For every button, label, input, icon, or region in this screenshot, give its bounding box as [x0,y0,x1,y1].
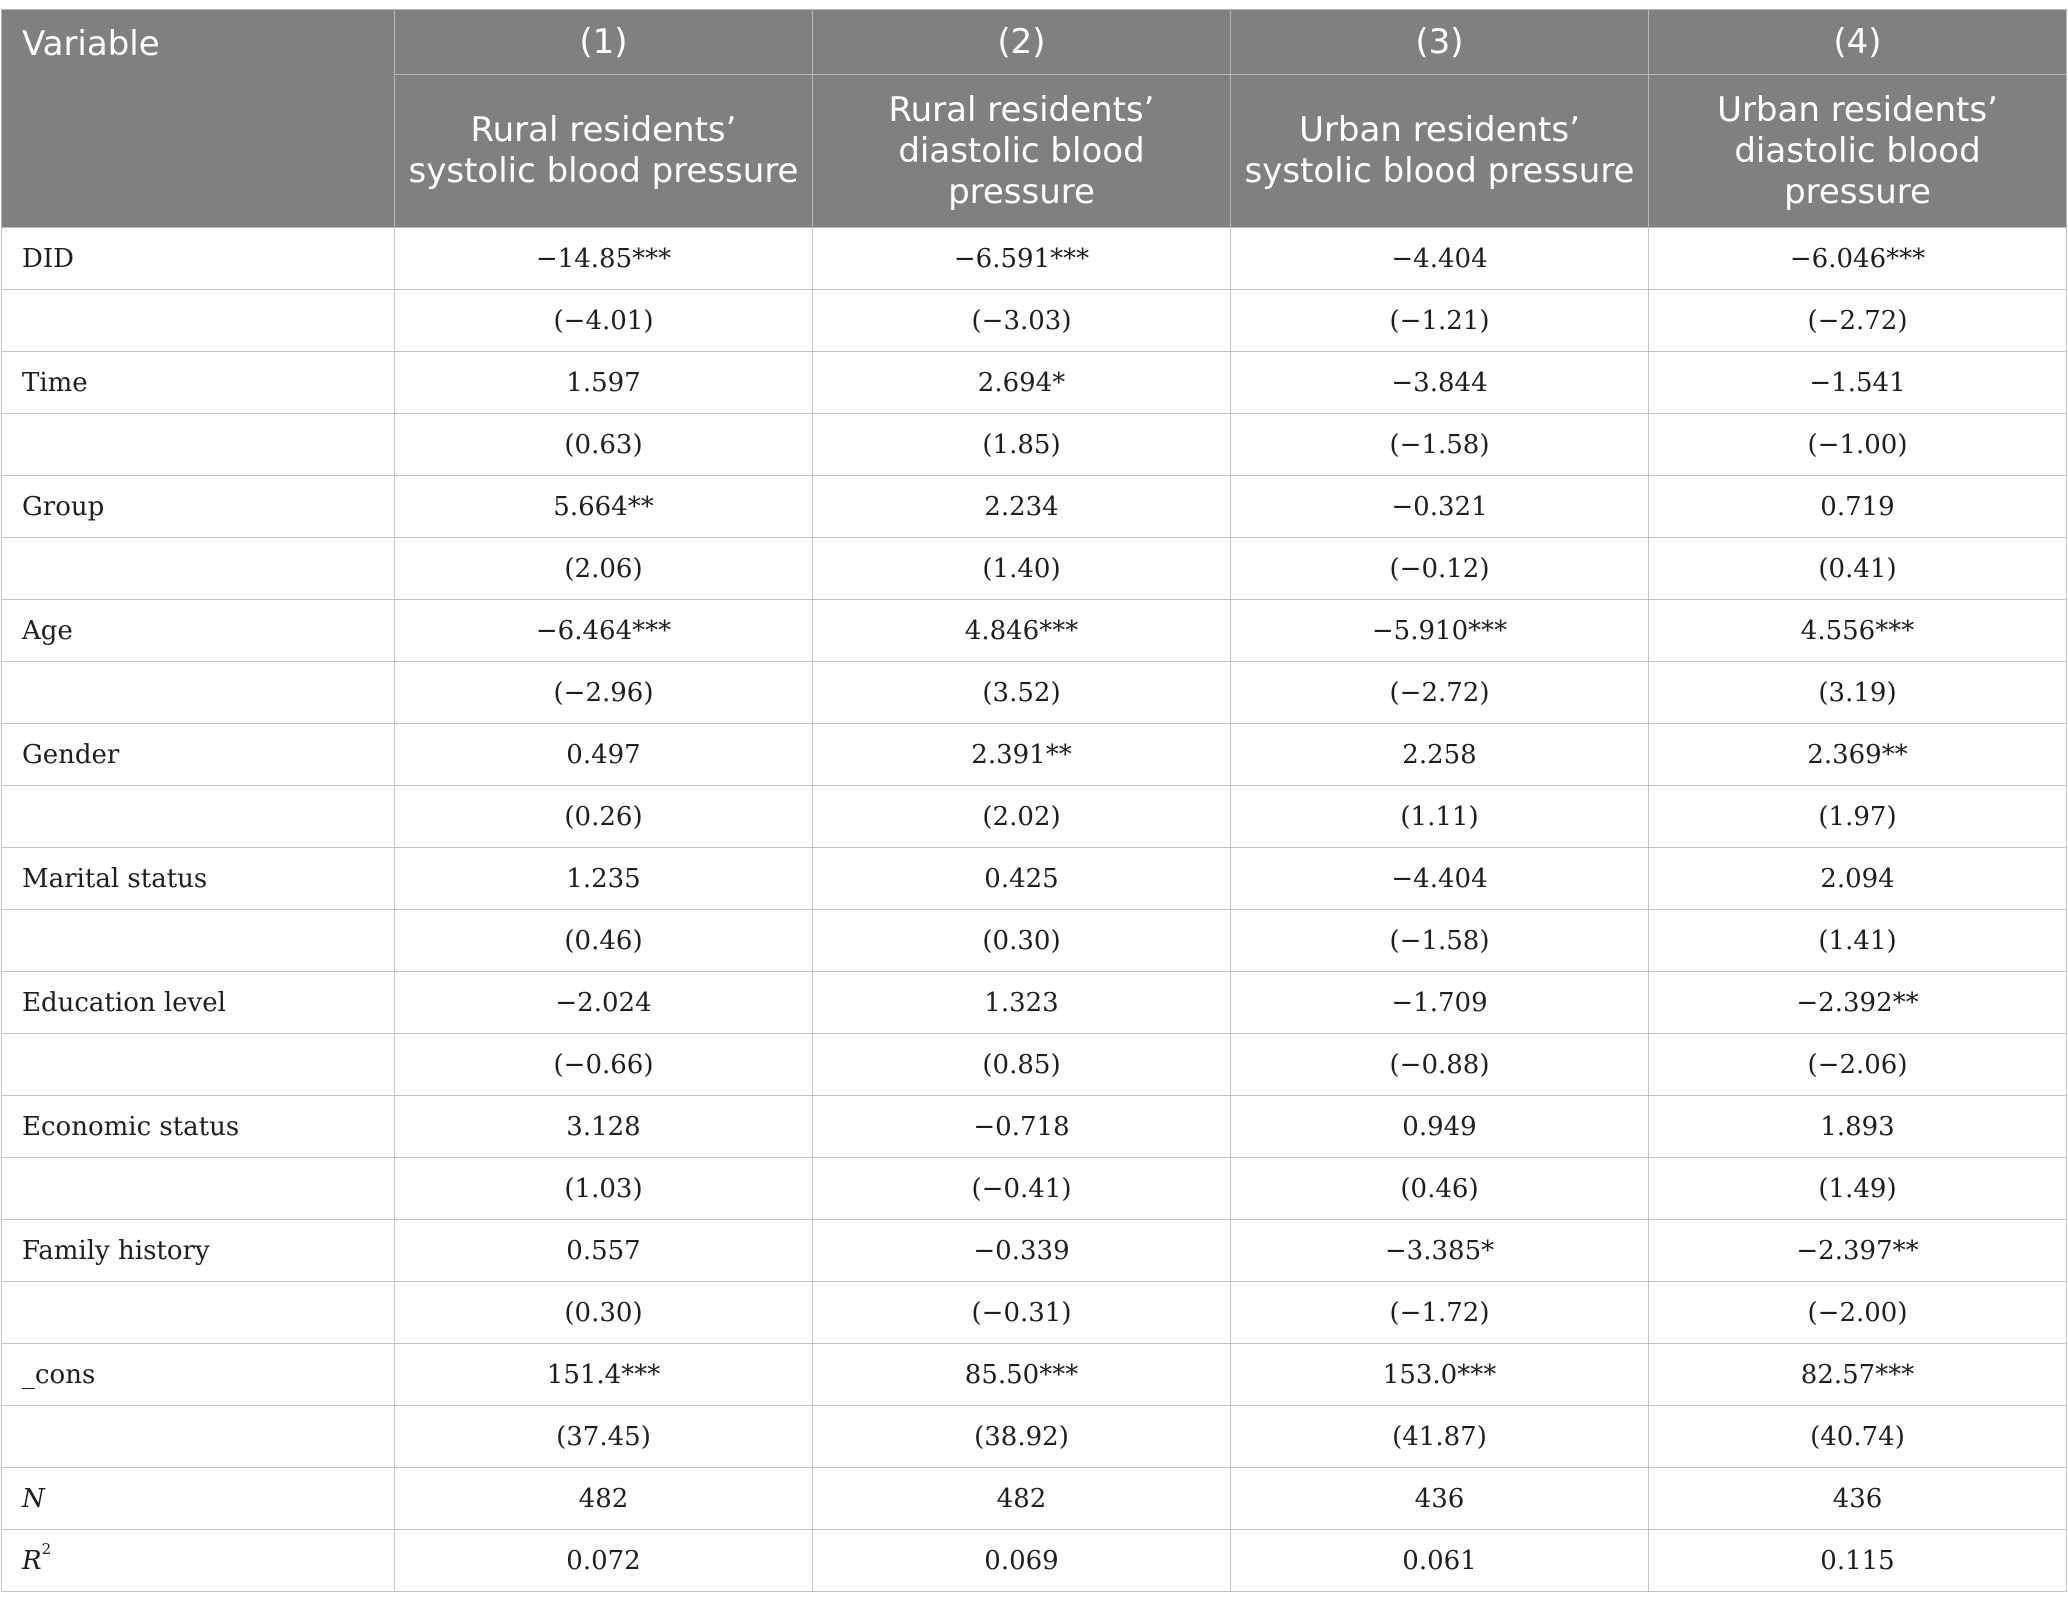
t-statistic-cell: (38.92) [813,1406,1231,1468]
t-statistic-cell: (0.63) [395,414,813,476]
stat-value-cell: 0.069 [813,1530,1231,1592]
t-statistic-cell: (−1.58) [1231,910,1649,972]
coefficient-cell: −1.541 [1649,352,2067,414]
t-statistic-cell: (−1.21) [1231,290,1649,352]
t-statistic-cell: (0.46) [1231,1158,1649,1220]
coef-row-time [2,352,2067,414]
row-label-empty [2,1406,395,1468]
coefficient-cell: 2.369** [1649,724,2067,786]
model-label-4: Urban residents’ diastolic blood pressure [1649,75,2067,228]
coefficient-cell: 153.0*** [1231,1344,1649,1406]
tstat-row-age [2,662,2067,724]
coefficient-cell: −0.339 [813,1220,1231,1282]
coefficient-cell: −3.385* [1231,1220,1649,1282]
coefficient-cell: 1.323 [813,972,1231,1034]
row-label: DID [2,228,395,290]
t-statistic-cell: (−3.03) [813,290,1231,352]
coefficient-cell: 0.497 [395,724,813,786]
coef-row-age [2,600,2067,662]
coefficient-cell: 0.949 [1231,1096,1649,1158]
t-statistic-cell: (1.40) [813,538,1231,600]
regression-table [1,9,2067,1592]
coefficient-cell: 1.597 [395,352,813,414]
coefficient-cell: −4.404 [1231,228,1649,290]
stat-label [2,1530,395,1592]
t-statistic-cell: (0.30) [395,1282,813,1344]
stat-label-superscript: 2 [41,1539,52,1558]
coefficient-cell: −2.024 [395,972,813,1034]
t-statistic-cell: (−4.01) [395,290,813,352]
stat-value-cell: 0.115 [1649,1530,2067,1592]
table-body [2,228,2067,1592]
coef-row-did [2,228,2067,290]
tstat-row-time [2,414,2067,476]
stat-label-text: R [22,1545,42,1576]
t-statistic-cell: (−2.06) [1649,1034,2067,1096]
t-statistic-cell: (3.19) [1649,662,2067,724]
stat-row [2,1468,2067,1530]
row-label-empty [2,538,395,600]
row-label: Family history [2,1220,395,1282]
coefficient-cell: −2.392** [1649,972,2067,1034]
t-statistic-cell: (−2.00) [1649,1282,2067,1344]
row-label-empty [2,910,395,972]
tstat-row-education-level [2,1034,2067,1096]
t-statistic-cell: (1.85) [813,414,1231,476]
coef-row-family-history [2,1220,2067,1282]
t-statistic-cell: (0.85) [813,1034,1231,1096]
coefficient-cell: 85.50*** [813,1344,1231,1406]
coefficient-cell: 3.128 [395,1096,813,1158]
t-statistic-cell: (−1.00) [1649,414,2067,476]
t-statistic-cell: (−0.66) [395,1034,813,1096]
variable-header: Variable [2,10,395,228]
coefficient-cell: 1.893 [1649,1096,2067,1158]
coef-row-group [2,476,2067,538]
t-statistic-cell: (1.03) [395,1158,813,1220]
coefficient-cell: 5.664** [395,476,813,538]
coef-row-economic-status [2,1096,2067,1158]
row-label: Gender [2,724,395,786]
t-statistic-cell: (1.11) [1231,786,1649,848]
t-statistic-cell: (40.74) [1649,1406,2067,1468]
t-statistic-cell: (3.52) [813,662,1231,724]
t-statistic-cell: (−1.58) [1231,414,1649,476]
coefficient-cell: 2.094 [1649,848,2067,910]
model-label-1: Rural residents’ systolic blood pressure [395,75,813,228]
coefficient-cell: 0.719 [1649,476,2067,538]
t-statistic-cell: (0.30) [813,910,1231,972]
model-number-4: (4) [1649,10,2067,75]
coefficient-cell: −6.046*** [1649,228,2067,290]
header-row-numbers [2,10,2067,75]
coefficient-cell: −5.910*** [1231,600,1649,662]
stat-label [2,1468,395,1530]
t-statistic-cell: (−1.72) [1231,1282,1649,1344]
row-label-empty [2,1282,395,1344]
t-statistic-cell: (−0.41) [813,1158,1231,1220]
stat-value-cell: 436 [1231,1468,1649,1530]
tstat-row-economic-status [2,1158,2067,1220]
model-number-1: (1) [395,10,813,75]
stat-row [2,1530,2067,1592]
coefficient-cell: 0.557 [395,1220,813,1282]
coefficient-cell: −6.591*** [813,228,1231,290]
tstat-row-family-history [2,1282,2067,1344]
row-label: Education level [2,972,395,1034]
coefficient-cell: −4.404 [1231,848,1649,910]
model-label-3: Urban residents’ systolic blood pressure [1231,75,1649,228]
tstat-row-group [2,538,2067,600]
coefficient-cell: 2.234 [813,476,1231,538]
coefficient-cell: −2.397** [1649,1220,2067,1282]
tstat-row-cons [2,1406,2067,1468]
row-label: Time [2,352,395,414]
coef-row-marital-status [2,848,2067,910]
row-label: Marital status [2,848,395,910]
coefficient-cell: 0.425 [813,848,1231,910]
coefficient-cell: −3.844 [1231,352,1649,414]
model-label-2: Rural residents’ diastolic blood pressure [813,75,1231,228]
model-number-3: (3) [1231,10,1649,75]
stat-value-cell: 482 [813,1468,1231,1530]
coefficient-cell: 2.391** [813,724,1231,786]
t-statistic-cell: (2.02) [813,786,1231,848]
t-statistic-cell: (1.97) [1649,786,2067,848]
table-header [2,10,2067,228]
stat-label-text: N [22,1483,45,1514]
coefficient-cell: −1.709 [1231,972,1649,1034]
t-statistic-cell: (−0.12) [1231,538,1649,600]
row-label-empty [2,414,395,476]
coefficient-cell: 1.235 [395,848,813,910]
row-label-empty [2,662,395,724]
coefficient-cell: 82.57*** [1649,1344,2067,1406]
coefficient-cell: −6.464*** [395,600,813,662]
stat-value-cell: 482 [395,1468,813,1530]
t-statistic-cell: (−0.31) [813,1282,1231,1344]
row-label-empty [2,786,395,848]
coef-row-cons [2,1344,2067,1406]
stat-value-cell: 0.072 [395,1530,813,1592]
coefficient-cell: 4.846*** [813,600,1231,662]
row-label-empty [2,1158,395,1220]
t-statistic-cell: (−2.96) [395,662,813,724]
model-number-2: (2) [813,10,1231,75]
t-statistic-cell: (0.26) [395,786,813,848]
tstat-row-gender [2,786,2067,848]
coefficient-cell: 2.694* [813,352,1231,414]
row-label-empty [2,290,395,352]
stat-value-cell: 0.061 [1231,1530,1649,1592]
t-statistic-cell: (1.49) [1649,1158,2067,1220]
row-label: Group [2,476,395,538]
t-statistic-cell: (−2.72) [1649,290,2067,352]
t-statistic-cell: (37.45) [395,1406,813,1468]
t-statistic-cell: (1.41) [1649,910,2067,972]
coefficient-cell: 2.258 [1231,724,1649,786]
coefficient-cell: −0.718 [813,1096,1231,1158]
t-statistic-cell: (41.87) [1231,1406,1649,1468]
row-label: Age [2,600,395,662]
row-label: _cons [2,1344,395,1406]
t-statistic-cell: (0.46) [395,910,813,972]
coefficient-cell: 4.556*** [1649,600,2067,662]
tstat-row-did [2,290,2067,352]
row-label: Economic status [2,1096,395,1158]
coef-row-gender [2,724,2067,786]
t-statistic-cell: (0.41) [1649,538,2067,600]
coef-row-education-level [2,972,2067,1034]
stat-value-cell: 436 [1649,1468,2067,1530]
tstat-row-marital-status [2,910,2067,972]
t-statistic-cell: (2.06) [395,538,813,600]
coefficient-cell: −0.321 [1231,476,1649,538]
coefficient-cell: −14.85*** [395,228,813,290]
t-statistic-cell: (−2.72) [1231,662,1649,724]
t-statistic-cell: (−0.88) [1231,1034,1649,1096]
coefficient-cell: 151.4*** [395,1344,813,1406]
row-label-empty [2,1034,395,1096]
